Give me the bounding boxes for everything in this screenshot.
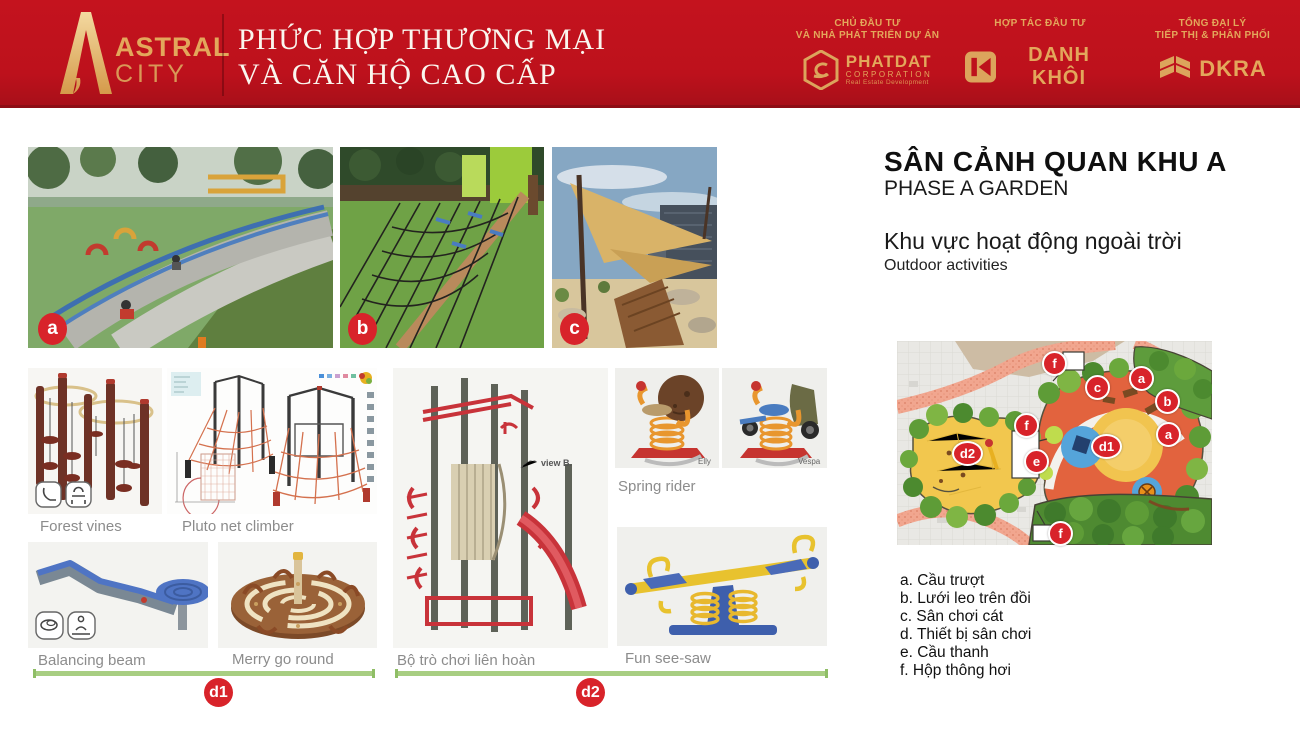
spring-label-elly-text: Elly [698, 457, 711, 466]
spring-rider-vespa-art [722, 368, 827, 468]
partner-phatdat-role-line1: CHỦ ĐẦU TƯ [834, 18, 901, 29]
partner-danhkhoi [965, 18, 1115, 90]
map-marker-f-1: f [1042, 351, 1067, 376]
map-marker-e: e [1024, 449, 1049, 474]
legend-item-b: b. Lưới leo trên đồi [900, 590, 1031, 607]
group-badge-d2: d2 [576, 678, 605, 707]
danhkhoi-logo-icon [965, 50, 996, 84]
image-spring-rider-vespa [722, 368, 827, 468]
caption-merry: Merry go round [232, 651, 334, 668]
partner-phatdat-role-line2: VÀ NHÀ PHÁT TRIỂN DỰ ÁN [795, 30, 940, 41]
map-marker-d2: d2 [952, 441, 983, 466]
partner-phatdat [775, 18, 960, 90]
site-plan-map [897, 341, 1212, 545]
map-marker-f-2: f [1014, 413, 1039, 438]
partner-dkra-name: DKRA [1199, 56, 1267, 81]
page-title-en: PHASE A GARDEN [884, 177, 1069, 200]
legend-item-e: e. Cầu thanh [900, 644, 989, 661]
fun-seesaw-art [617, 527, 827, 646]
spring-label-vespa-text: Vespa [798, 457, 821, 466]
caption-spring-rider: Spring rider [618, 478, 696, 495]
caption-seesaw: Fun see-saw [625, 650, 711, 667]
page-subtitle-vi: Khu vực hoạt động ngoài trời [884, 228, 1182, 254]
header-slogan [238, 22, 606, 92]
photo-badge-b: b [348, 313, 377, 345]
header-separator [222, 14, 224, 96]
legend-item-f: f. Hộp thông hơi [900, 662, 1011, 679]
photo-badge-c: c [560, 313, 589, 345]
slogan-line1: PHỨC HỢP THƯƠNG MẠI [238, 23, 607, 56]
page-subtitle-en: Outdoor activities [884, 257, 1008, 274]
map-marker-a-1: a [1129, 366, 1154, 391]
partner-phatdat-tagline: Real Estate Development [845, 79, 929, 86]
photo-concrete-slides-art [28, 147, 333, 348]
partner-danhkhoi-name: DANH KHÔI [1028, 44, 1090, 89]
group-bracket-d1 [33, 671, 375, 676]
map-legend [900, 572, 1031, 680]
partner-phatdat-name: PHATDAT [845, 52, 932, 71]
image-fun-seesaw [617, 527, 827, 646]
balancing-beam-art [28, 542, 208, 648]
image-pluto-net-climber [167, 368, 377, 514]
photo-concrete-slides [28, 147, 333, 348]
slogan-line2: VÀ CĂN HỘ CAO CẤP [238, 58, 557, 91]
legend-item-d: d. Thiết bị sân chơi [900, 626, 1032, 643]
partner-phatdat-sub: CORPORATION [845, 70, 933, 79]
partner-danhkhoi-role-line1: HỢP TÁC ĐẦU TƯ [994, 18, 1086, 29]
map-marker-d1: d1 [1091, 434, 1122, 459]
legend-item-c: c. Sân chơi cát [900, 608, 1004, 625]
header-banner [0, 0, 1300, 108]
photo-sand-shade [552, 147, 717, 348]
map-marker-b: b [1155, 389, 1180, 414]
partner-dkra [1135, 18, 1290, 84]
map-marker-f-3: f [1048, 521, 1073, 546]
brand-line2: CITY [115, 60, 188, 88]
photo-net-hill [340, 147, 544, 348]
phatdat-logo-icon [803, 50, 839, 90]
dkra-logo-icon [1158, 54, 1192, 84]
image-forest-vines [28, 368, 162, 514]
image-balancing-beam [28, 542, 208, 648]
partner-dkra-role-line2: TIẾP THỊ & PHÂN PHỐI [1154, 30, 1271, 41]
group-bracket-d2 [395, 671, 828, 676]
map-marker-a-2: a [1156, 422, 1181, 447]
legend-item-a: a. Cầu trượt [900, 572, 985, 589]
page-title-vi: SÂN CẢNH QUAN KHU A [884, 146, 1227, 177]
caption-balancing: Balancing beam [38, 652, 146, 669]
pluto-net-climber-art [167, 368, 377, 514]
caption-forest-vines: Forest vines [40, 518, 122, 535]
image-spring-rider-elly [615, 368, 719, 468]
group-badge-d1: d1 [204, 678, 233, 707]
brand-line1: ASTRAL [115, 32, 231, 62]
combo-structure-art [393, 368, 608, 648]
photo-badge-a: a [38, 313, 67, 345]
merry-go-round-art [218, 542, 377, 648]
map-marker-c: c [1085, 375, 1110, 400]
brand-name [115, 34, 231, 87]
spring-rider-elly-art [615, 368, 719, 468]
image-merry-go-round [218, 542, 377, 648]
caption-pluto: Pluto net climber [182, 518, 294, 535]
partner-dkra-role-line1: TỔNG ĐẠI LÝ [1178, 18, 1247, 29]
image-combo-structure [393, 368, 608, 648]
forest-vines-art [28, 368, 162, 514]
caption-combo: Bộ trò chơi liên hoàn [397, 652, 536, 669]
view-note-label: view B. [541, 458, 573, 468]
astral-city-logo-icon [60, 12, 112, 96]
